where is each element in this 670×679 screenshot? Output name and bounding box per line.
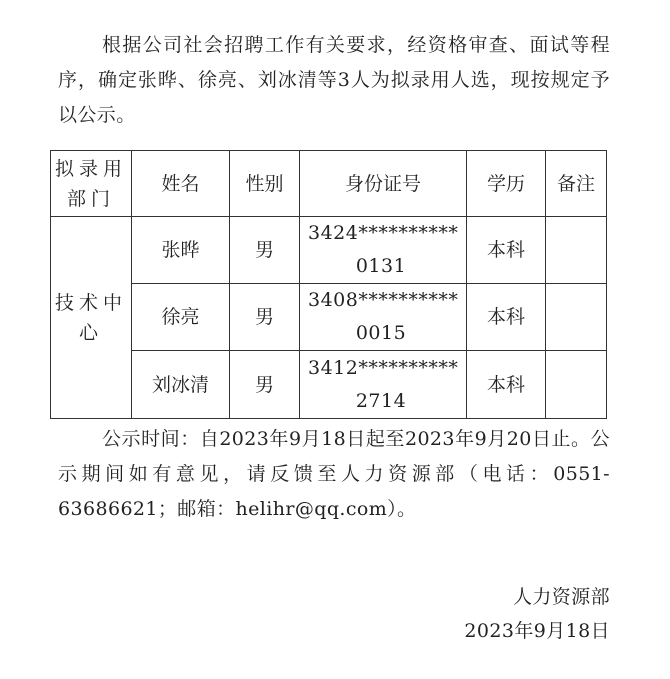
table-row <box>51 351 607 419</box>
header-gender: 性别 <box>230 151 300 217</box>
id-number-line2: 2714 <box>355 389 407 412</box>
id-number-line1: 3412********** <box>308 356 459 379</box>
gender-cell: 男 <box>230 217 300 284</box>
intro-paragraph: 根据公司社会招聘工作有关要求，经资格审查、面试等程序，确定张晔、徐亮、刘冰清等3人为拟录用人选，现按规定予以公示。 <box>58 34 610 126</box>
signature-department: 人力资源部 <box>512 586 610 608</box>
header-note: 备注 <box>546 151 607 217</box>
education-cell: 本科 <box>467 351 546 419</box>
signature-date: 2023年9月18日 <box>464 620 610 642</box>
table-header-row <box>51 151 607 217</box>
id-number-line1: 3424********** <box>308 222 459 244</box>
gender-cell: 男 <box>230 284 300 351</box>
candidate-table <box>50 150 607 419</box>
id-number-line2: 0131 <box>355 255 407 277</box>
note-cell <box>546 284 607 351</box>
note-cell <box>546 217 607 284</box>
gender-cell: 男 <box>230 351 300 419</box>
education-cell: 本科 <box>467 217 546 284</box>
table-row <box>51 284 607 351</box>
id-number-cell <box>300 284 467 351</box>
id-number-cell <box>300 351 467 419</box>
header-name: 姓名 <box>132 151 230 217</box>
header-department: 拟录用部门 <box>51 151 132 217</box>
header-education: 学历 <box>467 151 546 217</box>
id-number-line1: 3408********** <box>308 289 459 311</box>
department-cell: 技术中心 <box>51 217 132 419</box>
name-cell: 刘冰清 <box>132 351 230 419</box>
education-cell: 本科 <box>467 284 546 351</box>
id-number-line2: 0015 <box>355 322 407 344</box>
header-id-number: 身份证号 <box>300 151 467 217</box>
notice-paragraph: 公示时间：自2023年9月18日起至2023年9月20日止。公示期间如有意见，请反馈至人力资源部（电话：0551-63686621；邮箱：helihr@qq.com）。 <box>58 428 610 520</box>
name-cell: 徐亮 <box>132 284 230 351</box>
name-cell: 张晔 <box>132 217 230 284</box>
id-number-cell <box>300 217 467 284</box>
note-cell <box>546 351 607 419</box>
table-row <box>51 217 607 284</box>
